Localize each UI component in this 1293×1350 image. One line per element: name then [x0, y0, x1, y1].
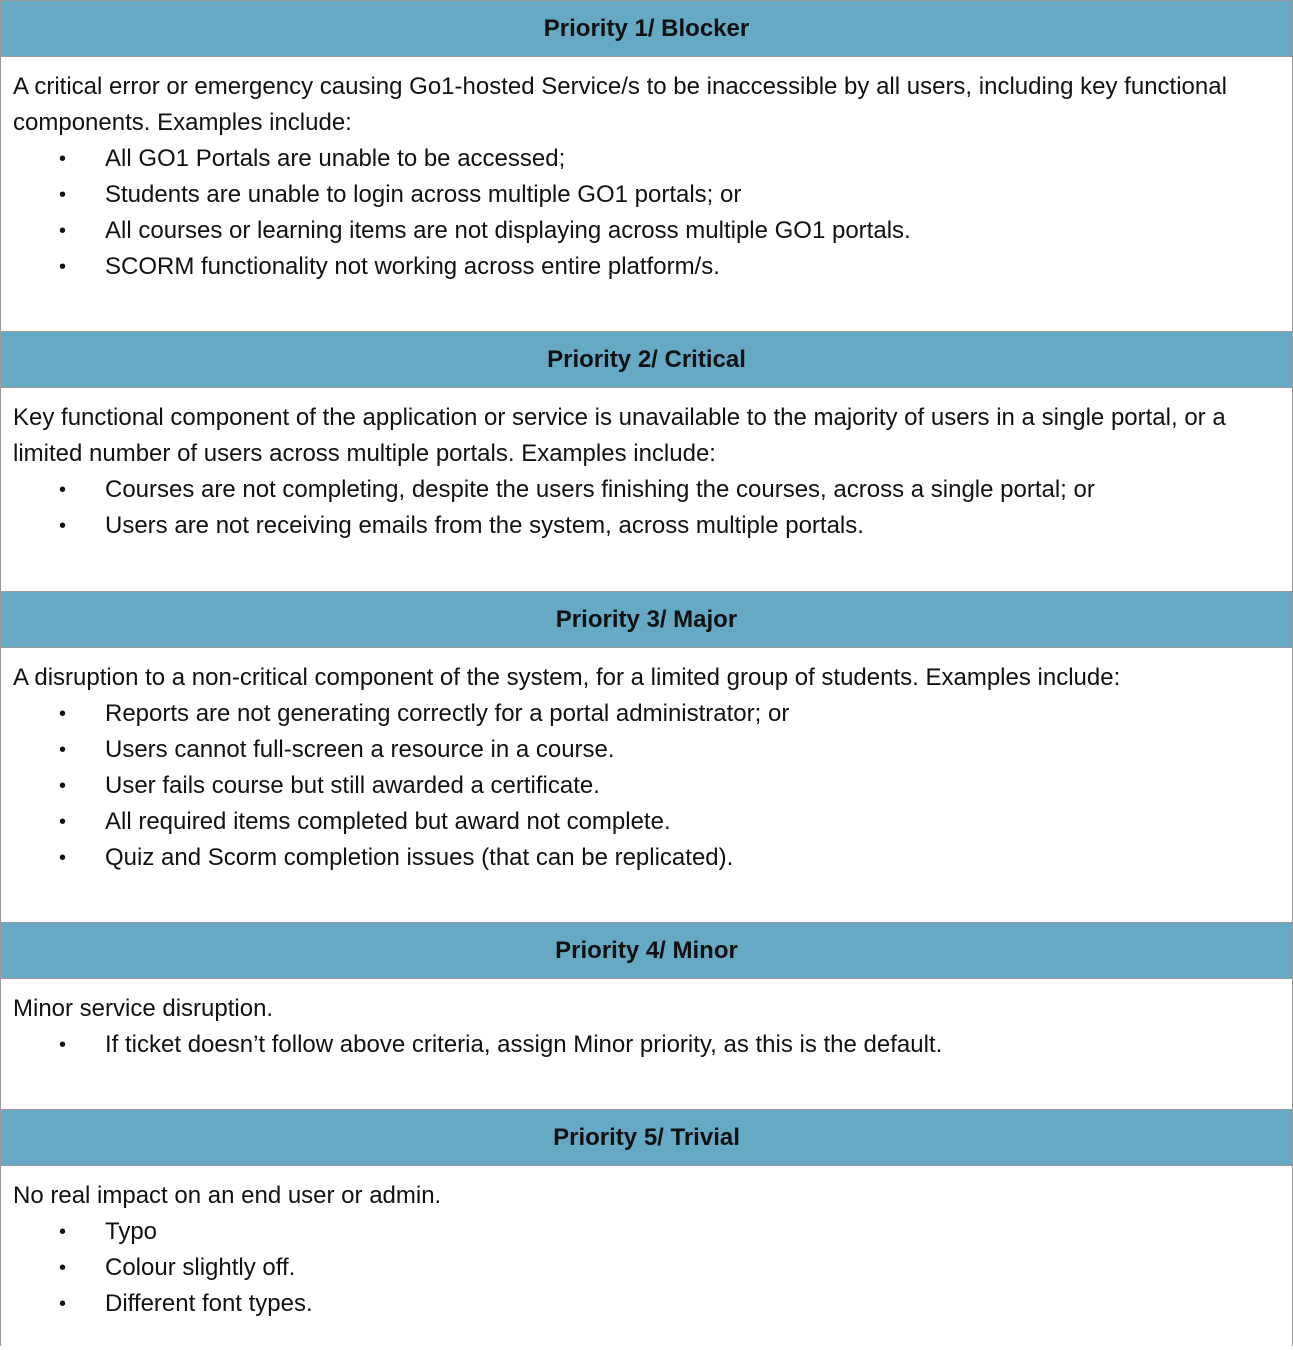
priority-section-major [1, 591, 1292, 922]
section-header [1, 591, 1292, 648]
list-item [13, 804, 1280, 840]
section-description: A critical error or emergency causing Go1-hosted Service/s to be inaccessible by all users, including key functional components. Examples include: [13, 73, 1227, 136]
list-item-text: Users cannot full-screen a resource in a course. [105, 736, 615, 763]
list-item [13, 508, 1280, 544]
list-item [13, 1250, 1280, 1286]
list-item [13, 249, 1280, 285]
bullet-icon: • [59, 148, 67, 170]
section-title: Priority 3/ Major [555, 605, 738, 633]
section-description: Minor service disruption. [13, 995, 274, 1022]
list-item [13, 696, 1280, 732]
list-item [13, 840, 1280, 876]
section-title: Priority 4/ Minor [555, 936, 738, 964]
list-item-text: User fails course but still awarded a certificate. [105, 772, 600, 799]
section-title: Priority 5/ Trivial [553, 1123, 740, 1151]
bullet-icon: • [59, 847, 67, 869]
bullet-icon: • [59, 775, 67, 797]
bullet-icon: • [59, 1257, 67, 1279]
list-item-text: Users are not receiving emails from the system, across multiple portals. [105, 512, 864, 539]
bullet-icon: • [59, 1221, 67, 1243]
list-item-text: SCORM functionality not working across entire platform/s. [105, 253, 720, 280]
section-body [1, 1166, 1292, 1346]
section-body [1, 979, 1292, 1109]
priority-section-critical [1, 331, 1292, 591]
list-item-text: Quiz and Scorm completion issues (that can be replicated). [105, 844, 734, 871]
section-title: Priority 1/ Blocker [543, 14, 750, 42]
bullet-icon: • [59, 739, 67, 761]
bullet-icon: • [59, 703, 67, 725]
list-item [13, 732, 1280, 768]
section-header [1, 331, 1292, 388]
examples-list [13, 472, 1280, 544]
section-body [1, 388, 1292, 591]
section-description: Key functional component of the application or service is unavailable to the majority of users in a single portal, or a limited number of users across multiple portals. Examples include: [13, 404, 1226, 467]
bullet-icon: • [59, 1293, 67, 1315]
list-item [13, 213, 1280, 249]
bullet-icon: • [59, 811, 67, 833]
list-item [13, 1027, 1280, 1063]
bullet-icon: • [59, 1034, 67, 1056]
priority-section-minor [1, 922, 1292, 1109]
list-item-text: Colour slightly off. [105, 1254, 296, 1281]
priority-section-blocker [1, 0, 1292, 331]
list-item [13, 768, 1280, 804]
list-item [13, 177, 1280, 213]
section-header [1, 1109, 1292, 1166]
list-item [13, 141, 1280, 177]
section-body [1, 648, 1292, 922]
examples-list [13, 1027, 1280, 1063]
priority-section-trivial [1, 1109, 1292, 1346]
section-description: No real impact on an end user or admin. [13, 1182, 442, 1209]
bullet-icon: • [59, 515, 67, 537]
list-item [13, 1286, 1280, 1322]
list-item-text: Reports are not generating correctly for a portal administrator; or [105, 700, 790, 727]
bullet-icon: • [59, 184, 67, 206]
list-item [13, 1214, 1280, 1250]
list-item-text: Typo [105, 1218, 158, 1245]
list-item-text: Courses are not completing, despite the users finishing the courses, across a single portal; or [105, 476, 1095, 503]
section-description: A disruption to a non-critical component of the system, for a limited group of students. Examples include: [13, 664, 1121, 691]
list-item-text: Students are unable to login across multiple GO1 portals; or [105, 181, 742, 208]
section-body [1, 57, 1292, 331]
bullet-icon: • [59, 256, 67, 278]
list-item-text: All courses or learning items are not displaying across multiple GO1 portals. [105, 217, 911, 244]
section-header [1, 0, 1292, 57]
list-item-text: All required items completed but award not complete. [105, 808, 671, 835]
bullet-icon: • [59, 479, 67, 501]
bullet-icon: • [59, 220, 67, 242]
examples-list [13, 1214, 1280, 1322]
list-item-text: If ticket doesn’t follow above criteria, assign Minor priority, as this is the default. [105, 1031, 943, 1058]
list-item [13, 472, 1280, 508]
examples-list [13, 696, 1280, 876]
list-item-text: Different font types. [105, 1290, 313, 1317]
section-title: Priority 2/ Critical [547, 345, 746, 373]
section-header [1, 922, 1292, 979]
examples-list [13, 141, 1280, 285]
list-item-text: All GO1 Portals are unable to be accessed; [105, 145, 566, 172]
